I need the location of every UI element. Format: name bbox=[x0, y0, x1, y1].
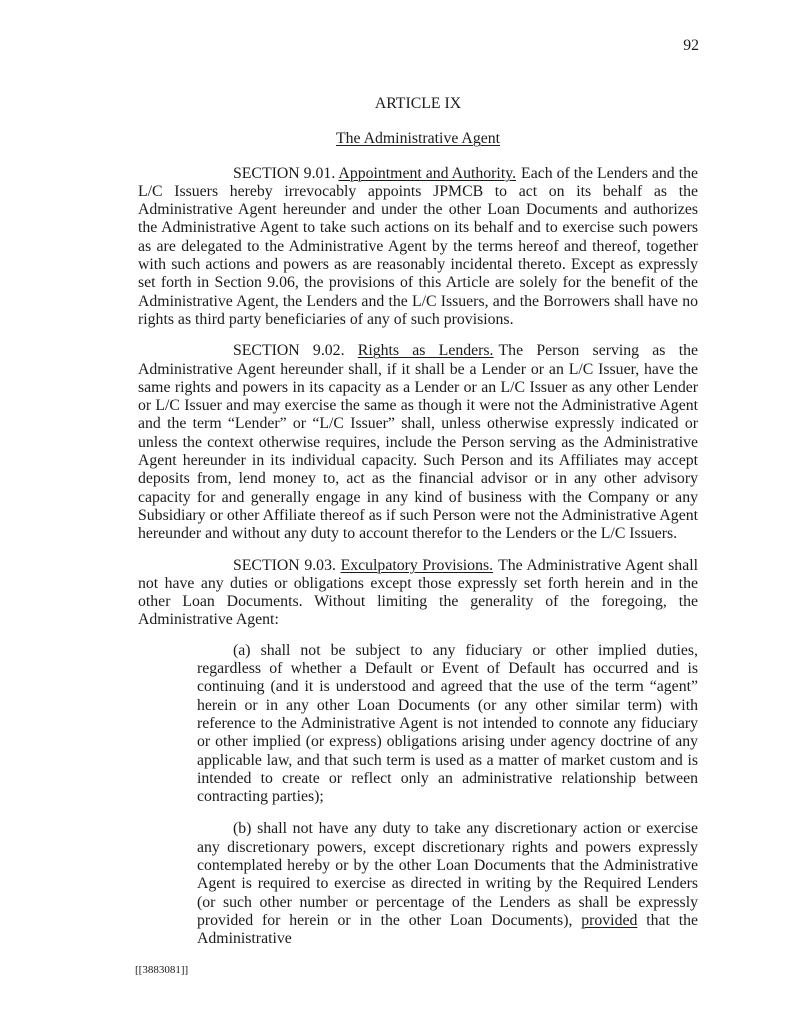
underlined-term-provided: provided bbox=[581, 911, 638, 929]
section-title: Appointment and Authority. bbox=[338, 164, 517, 182]
article-subtitle: The Administrative Agent bbox=[335, 130, 501, 148]
section-9-01-paragraph bbox=[138, 165, 698, 330]
section-body: The Person serving as the Administrative Agent hereunder shall, if it shall be a Lender or an L/C Issuer, have the same rights and powers in its capacity as a Lender or an L/C Issuer as any other Lender or L/C Issuer and may exercise the same as though it were not the Administrative Agent and the term “Lender” or “L/C Issuer” shall, unless otherwise expressly indicated or unless the context otherwise requires, include the Person serving as the Administrative Agent hereunder in its individual capacity. Such Person and its Affiliates may accept deposits from, lend money to, act as the financial advisor or in any other advisory capacity for and generally engage in any kind of business with the Company or any Subsidiary or other Affiliate thereof as if such Person were not the Administrative Agent hereunder and without any duty to account therefor to the Lenders or the L/C Issuers. bbox=[138, 342, 698, 543]
section-9-02-paragraph bbox=[138, 342, 698, 543]
section-label: SECTION 9.03. bbox=[233, 556, 336, 574]
subparagraph-text-continued: that the Administrative bbox=[197, 911, 698, 948]
subparagraph-a bbox=[197, 642, 698, 807]
section-title: Exculpatory Provisions. bbox=[340, 556, 494, 574]
subparagraph-label: (a) bbox=[233, 641, 251, 659]
subparagraph-label: (b) bbox=[233, 820, 252, 838]
subparagraph-b bbox=[197, 820, 698, 948]
section-title: Rights as Lenders. bbox=[357, 342, 494, 360]
document-content bbox=[138, 95, 698, 948]
footer-document-tag: [[3883081]] bbox=[135, 964, 189, 976]
subparagraph-text: shall not have any duty to take any discretionary action or exercise any discretionary powers, except discretionary rights and powers expressly contemplated hereby or by the other Loan Documents that the Administrative Agent is required to exercise as directed in writing by the Required Lenders (or such other number or percentage of the Lenders as shall be expressly provided for herein or in the other Loan Documents), bbox=[197, 820, 699, 929]
section-body: Each of the Lenders and the L/C Issuers hereby irrevocably appoints JPMCB to act on its behalf as the Administrative Agent hereunder and under the other Loan Documents and authorizes the Administrative Agent to take such actions on its behalf and to exercise such powers as are delegated to the Administrative Agent by the terms hereof and thereof, together with such actions and powers as are reasonably incidental thereto. Except as expressly set forth in Section 9.06, the provisions of this Article are solely for the benefit of the Administrative Agent, the Lenders and the L/C Issuers, and the Borrowers shall have no rights as third party beneficiaries of any of such provisions. bbox=[138, 164, 698, 328]
section-body: The Administrative Agent shall not have any duties or obligations except those expressly set forth herein and in the other Loan Documents. Without limiting the generality of the foregoing, the Administrative Agent: bbox=[138, 556, 698, 629]
section-9-03-paragraph bbox=[138, 557, 698, 630]
page-number: 92 bbox=[683, 37, 699, 54]
section-label: SECTION 9.02. bbox=[233, 342, 345, 360]
section-label: SECTION 9.01. bbox=[233, 164, 336, 182]
article-heading: ARTICLE IX bbox=[374, 95, 462, 112]
subparagraph-text: shall not be subject to any fiduciary or other implied duties, regardless of whether a Default or Event of Default has occurred and is continuing (and it is understood and agreed that the use of the term “agent” herein or in any other Loan Documents (or any other similar term) with reference to the Administrative Agent is not intended to connote any fiduciary or other implied (or express) obligations arising under agency doctrine of any applicable law, and that such term is used as a matter of market custom and is intended to create or reflect only an administrative relationship between contracting parties); bbox=[197, 641, 699, 806]
